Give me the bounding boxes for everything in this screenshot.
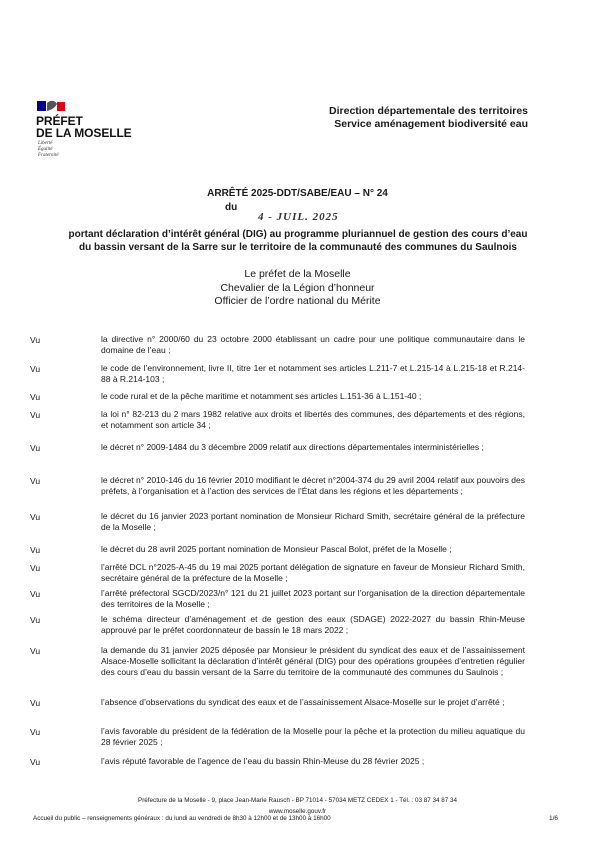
motto (38, 141, 59, 159)
vu-label: Vu (30, 646, 41, 656)
vu-text: la loi n° 82-213 du 2 mars 1982 relative aux droits et libertés des communes, des départements et des régions, et notamment son article 34 ; (101, 409, 525, 430)
logo-line-1: PRÉFET (36, 114, 83, 128)
logo-line-2: DE LA MOSELLE (36, 126, 132, 140)
vu-label: Vu (30, 589, 41, 599)
vu-text: le décret n° 2009-1484 du 3 décembre 2009 relatif aux directions départementales interministérielles ; (101, 442, 484, 452)
motto-liberte: Liberté (38, 141, 53, 146)
footer-website[interactable]: www.moselle.gouv.fr (268, 808, 327, 815)
footer-address: Préfecture de la Moselle - 9, place Jean-Marie Rausch - BP 71014 - 57034 METZ CEDEX 1 - Tél. : 03 87 34 87 34 (138, 797, 457, 804)
subtitle-line-2: du bassin versant de la Sarre sur le territoire de la communauté des communes du Saulnois (79, 242, 517, 253)
department-name: Direction départementale des territoires (329, 105, 528, 117)
vu-text: la directive n° 2000/60 du 23 octobre 2000 établissant un cadre pour une politique communautaire dans le domaine de l’eau ; (101, 334, 525, 355)
motto-fraternite: Fraternité (38, 153, 59, 158)
vu-text: l’arrêté DCL n°2025-A-45 du 19 mai 2025 portant délégation de signature en faveur de Monsieur Richard Smith, secrétaire général de la préfecture de la Moselle ; (101, 562, 525, 583)
vu-label: Vu (30, 410, 41, 420)
arrete-du: du (225, 202, 238, 213)
vu-label: Vu (30, 335, 41, 345)
vu-text: l’absence d’observations du syndicat des eaux et de l’assainissement Alsace-Moselle sur le projet d’arrêté ; (101, 697, 505, 707)
marianne-logo-icon (35, 99, 67, 113)
arrete-subtitle (30, 228, 566, 254)
subtitle-line-1: portant déclaration d’intérêt général (DIG) au programme pluriannuel de gestion des cours d’eau (68, 229, 528, 240)
prefet-honour-1: Chevalier de la Légion d’honneur (220, 281, 375, 294)
vu-label: Vu (30, 476, 41, 486)
arrete-number: ARRÊTÉ 2025-DDT/SABE/EAU – N° 24 (207, 188, 388, 199)
vu-label: Vu (30, 392, 41, 402)
motto-egalite: Égalité (38, 147, 53, 152)
vu-text: la demande du 31 janvier 2025 déposée par Monsieur le président du syndicat des eaux et de l’assainissement Alsace-Moselle sollicitant la déclaration d’intérêt général (DIG) pour des opérations groupées d’entretien régulier des cours d’eau du bassin versant de la Sarre du territoire de la communauté des communes du Saulnois ; (101, 645, 525, 677)
page-number: 1/6 (549, 815, 559, 822)
vu-label: Vu (30, 727, 41, 737)
vu-label: Vu (30, 545, 41, 555)
prefet-block (0, 268, 595, 309)
vu-label: Vu (30, 757, 41, 767)
vu-text: le schéma directeur d’aménagement et de gestion des eaux (SDAGE) 2022-2027 du bassin Rhin-Meuse approuvé par le préfet coordonnateur de bassin le 18 mars 2022 ; (101, 614, 525, 635)
service-name: Service aménagement biodiversité eau (334, 118, 528, 130)
vu-text: le décret du 28 avril 2025 portant nomination de Monsieur Pascal Bolot, préfet de la Moselle ; (101, 544, 452, 554)
vu-text: le code rural et de la pêche maritime et notamment ses articles L.151-36 à L.151-40 ; (101, 391, 422, 401)
vu-text: l’arrêté préfectoral SGCD/2023/n° 121 du 21 juillet 2023 portant sur l’organisation de la direction départementale des territoires de la Moselle ; (101, 588, 525, 609)
vu-label: Vu (30, 698, 41, 708)
vu-text: le code de l’environnement, livre II, titre 1er et notamment ses articles L.211-7 et L.215-14 à L.215-18 et R.214-88 à R.214-103 ; (101, 363, 525, 384)
vu-text: l’avis réputé favorable de l’agence de l’eau du bassin Rhin-Meuse du 28 février 2025 ; (101, 756, 425, 766)
vu-label: Vu (30, 563, 41, 573)
vu-label: Vu (30, 615, 41, 625)
prefet-honour-2: Officier de l’ordre national du Mérite (214, 295, 381, 307)
vu-text: le décret n° 2010-146 du 16 février 2010 modifiant le décret n°2004-374 du 29 avril 2004 relatif aux pouvoirs des préfets, à l’organisation et à l’action des services de l’État dans les régions et les départements ; (101, 475, 525, 496)
vu-label: Vu (30, 443, 41, 453)
vu-text: le décret du 16 janvier 2023 portant nomination de Monsieur Richard Smith, secrétaire général de la préfecture de la Moselle ; (101, 511, 525, 532)
vu-label: Vu (30, 512, 41, 522)
footer-hours: Accueil du public – renseignements généraux : du lundi au vendredi de 8h30 à 12h00 et de 13h00 à 16h00 (33, 815, 331, 822)
department-header (329, 105, 528, 131)
logo-title (36, 115, 132, 139)
vu-label: Vu (30, 364, 41, 374)
vu-text: l’avis favorable du président de la fédération de la Moselle pour la pêche et la protection du milieu aquatique du 28 février 2025 ; (101, 726, 525, 747)
prefet-title: Le préfet de la Moselle (244, 268, 351, 280)
date-stamp: 4 - JUIL. 2025 (258, 211, 339, 223)
